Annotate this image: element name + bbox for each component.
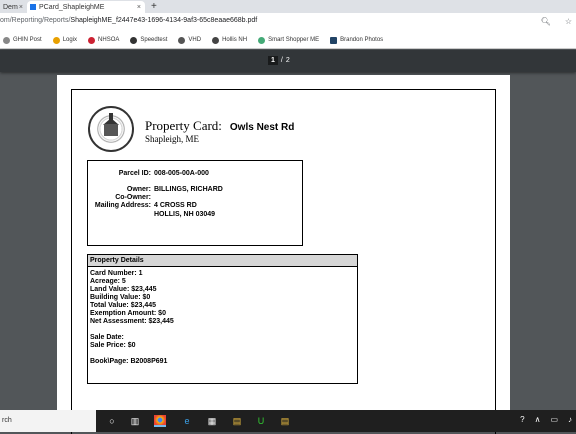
- detail-sale-date: Sale Date:: [90, 334, 124, 341]
- total-pages: 2: [285, 57, 290, 64]
- details-header: Property Details: [88, 255, 357, 267]
- coowner-label: Co-Owner:: [115, 194, 151, 201]
- bookmark-smart-shopper[interactable]: [258, 37, 319, 44]
- detail-card-number: Card Number: 1: [90, 270, 143, 277]
- bookmark-label: Hollis NH: [222, 37, 248, 43]
- detail-sale-price: Sale Price: $0: [90, 342, 136, 349]
- bookmark-label: Smart Shopper ME: [268, 37, 320, 43]
- tab-label: Dem: [3, 3, 18, 11]
- bookmark-hollis-nh[interactable]: [212, 37, 247, 44]
- bookmark-logix[interactable]: [53, 37, 77, 44]
- bookmark-icon: [330, 37, 337, 44]
- url-text[interactable]: [0, 17, 257, 24]
- bookmark-icon: [178, 37, 185, 44]
- bookmark-label: GHIN Post: [13, 37, 42, 43]
- seal-building: [104, 124, 118, 136]
- edge-icon[interactable]: e: [184, 416, 190, 426]
- mailing-line2: HOLLIS, NH 03049: [154, 211, 216, 218]
- page-indicator: [268, 56, 290, 65]
- pdf-page: [57, 75, 510, 432]
- bookmark-icon: [258, 37, 265, 44]
- property-card: [71, 89, 496, 434]
- tab-label: PCard_ShapleighME: [39, 3, 105, 11]
- property-address: Owls Nest Rd: [229, 122, 295, 133]
- bookmark-brandon-photos[interactable]: [330, 37, 383, 44]
- town-seal-icon: [88, 106, 134, 152]
- bookmark-label: Brandon Photos: [340, 37, 384, 43]
- mailing-row2: [154, 211, 215, 218]
- speedtest-icon: [130, 37, 137, 44]
- system-tray: [520, 415, 572, 424]
- close-icon[interactable]: ×: [136, 3, 141, 11]
- app-u-icon[interactable]: U: [257, 416, 265, 426]
- detail-net-assessment: Net Assessment: $23,445: [90, 318, 174, 325]
- detail-land-value: Land Value: $23,445: [90, 286, 157, 293]
- star-icon[interactable]: ☆: [564, 17, 572, 26]
- bookmark-label: VHD: [188, 37, 202, 43]
- pdf-toolbar: [0, 50, 576, 72]
- chrome-icon[interactable]: [154, 415, 166, 427]
- property-details-box: [87, 254, 358, 384]
- zoom-icon[interactable]: 🔍︎: [540, 17, 551, 26]
- new-tab-button[interactable]: +: [151, 1, 157, 12]
- windows-taskbar: [0, 410, 576, 432]
- bookmark-nhsoa[interactable]: [88, 37, 119, 44]
- taskbar-search-input[interactable]: rch: [0, 410, 96, 432]
- pdf-favicon-icon: [30, 4, 36, 10]
- detail-building-value: Building Value: $0: [90, 294, 151, 301]
- owner-value: BILLINGS, RICHARD: [154, 186, 223, 193]
- file-explorer-icon[interactable]: ▤: [232, 416, 242, 426]
- town-name: Shapleigh, ME: [145, 134, 199, 144]
- url-prefix: om/Reporting/Reports/: [0, 17, 71, 24]
- detail-exemption: Exemption Amount: $0: [90, 310, 166, 317]
- card-title: [145, 118, 294, 134]
- bookmark-ghin-post[interactable]: [3, 37, 42, 44]
- mailing-row: [88, 202, 197, 209]
- mailing-label: Mailing Address:: [94, 202, 151, 209]
- card-title-label: Property Card:: [145, 118, 222, 133]
- owner-row: [88, 186, 223, 193]
- current-page-input[interactable]: 1: [268, 56, 278, 65]
- bookmark-label: Logix: [62, 37, 78, 43]
- bookmark-icon: [53, 37, 60, 44]
- bookmarks-bar: [0, 32, 576, 49]
- owner-box: [87, 160, 303, 246]
- tab-active[interactable]: [27, 1, 145, 13]
- address-bar[interactable]: [0, 13, 576, 32]
- detail-total-value: Total Value: $23,445: [90, 302, 157, 309]
- mailing-line1: 4 CROSS RD: [154, 202, 197, 209]
- address-icons: [541, 17, 572, 26]
- detail-book-page: Book\Page: B2008P691: [90, 358, 168, 365]
- close-icon[interactable]: ×: [18, 3, 23, 11]
- folder-icon[interactable]: ▤: [280, 416, 290, 426]
- coowner-row: [88, 194, 154, 201]
- help-icon[interactable]: ?: [520, 415, 525, 424]
- bookmark-label: Speedtest: [140, 37, 168, 43]
- parcel-value: 008-005-00A-000: [154, 170, 209, 177]
- tab-bar: [0, 0, 576, 13]
- bookmark-icon: [88, 37, 95, 44]
- bookmark-icon: [212, 37, 219, 44]
- task-view-icon[interactable]: ▥: [130, 416, 140, 426]
- volume-icon[interactable]: ♪: [568, 415, 572, 424]
- cortana-icon[interactable]: ○: [109, 416, 115, 426]
- parcel-row: [88, 170, 209, 177]
- owner-label: Owner:: [126, 186, 151, 193]
- bookmark-vhd[interactable]: [178, 37, 201, 44]
- bookmark-label: NHSOA: [98, 37, 120, 43]
- store-icon[interactable]: ▦: [207, 416, 217, 426]
- parcel-label: Parcel ID:: [118, 170, 151, 177]
- chevron-up-icon[interactable]: ∧: [534, 415, 541, 424]
- url-main: ShapleighME_f2447e43-1696-4134-9af3-65c8eaae668b.pdf: [70, 17, 258, 24]
- bookmark-speedtest[interactable]: [130, 37, 167, 44]
- bookmark-icon: [3, 37, 10, 44]
- detail-acreage: Acreage: 5: [90, 278, 126, 285]
- tab-inactive[interactable]: [0, 1, 27, 13]
- network-icon[interactable]: ▭: [550, 415, 558, 424]
- page-separator: /: [280, 57, 283, 64]
